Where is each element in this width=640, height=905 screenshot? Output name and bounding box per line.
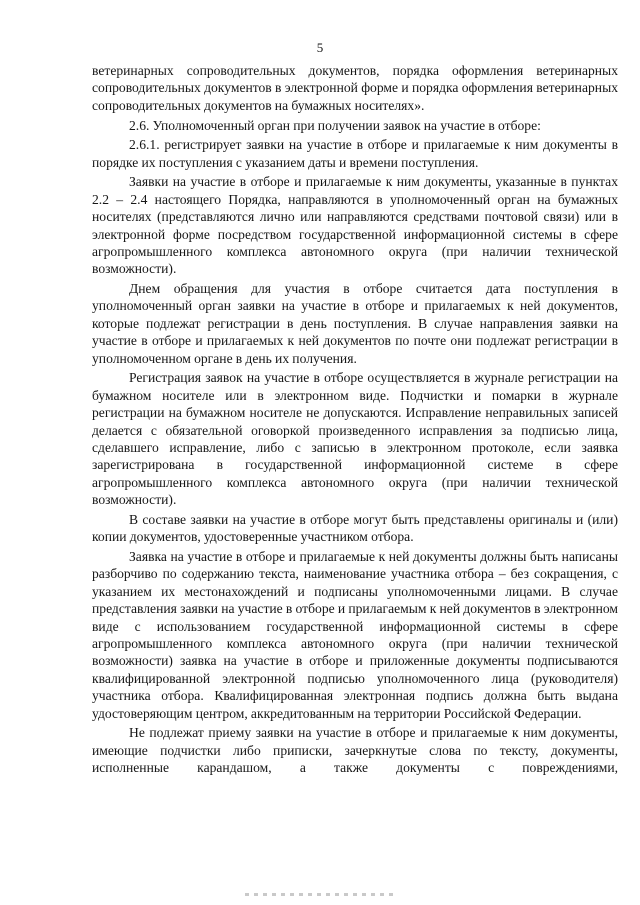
scan-edge-marks (245, 893, 395, 896)
page-number: 5 (316, 40, 324, 55)
paragraph-2-6: 2.6. Уполномоченный орган при получении заявок на участие в отборе: (129, 117, 541, 133)
paragraph-2-6-1: 2.6.1. регистрирует заявки на участие в отборе и прилагаемые к ним документы в порядке их поступления с указанием даты и времени поступления. (92, 137, 618, 170)
paragraph-submission-channels: Заявки на участие в отборе и прилагаемые к ним документы, указанные в пунктах 2.2 – 2.4 настоящего Порядка, направляются в уполномоченный орган на бумажных носителях (представляются лично или направляются средствами почтовой связи) или в электронной форме посредством государственной информационной системы в сфере агропромышленного комплекса автономного округа (при наличии технической возможности). (92, 174, 618, 277)
paragraph-originals-copies: В составе заявки на участие в отборе могут быть представлены оригиналы и (или) копии документов, удостоверенные участником отбора. (92, 511, 618, 545)
paragraph-continuation: ветеринарных сопроводительных документов, порядка оформления ветеринарных сопроводительных документов в электронной форме и порядка оформления ветеринарных сопроводительных документов на бумажных носителях». (92, 63, 618, 113)
document-body (92, 62, 618, 779)
paragraph-rejection-grounds: Не подлежат приему заявки на участие в отборе и прилагаемые к ним документы, имеющие подчистки либо приписки, зачеркнутые слова по тексту, документы, исполненные карандашом, а также документы с повреждениями, (92, 725, 618, 776)
paragraph-registration-journal: Регистрация заявок на участие в отборе осуществляется в журнале регистрации на бумажном носителе или в электронном виде. Подчистки и помарки в журнале регистрации на бумажном носителе не допускаются. Исправление неправильных записей делается с обязательной оговоркой произведенного исправления за подписью лица, сделавшего исправление, либо с записью в электронном протоколе, если заявка зарегистрирована в государственной информационной системе в сфере агропромышленного комплекса автономного округа (при наличии технической возможности). (92, 370, 618, 508)
paragraph-application-date: Днем обращения для участия в отборе считается дата поступления в уполномоченный орган заявки на участие в отборе и прилагаемых к ней документов, которые подлежат регистрации в день поступления. В случае направления заявки на участие в отборе и прилагаемых к ней документов по почте они подлежат регистрации в уполномоченном органе в день их получения. (92, 281, 618, 366)
paragraph-document-requirements: Заявка на участие в отборе и прилагаемые к ней документы должны быть написаны разборчиво по содержанию текста, наименование участника отбора – без сокращения, с указанием их местонахождений и подписаны уполномоченными лицами. В случае представления заявки на участие в отборе и прилагаемым к ней документов в электронном виде с использованием государственной информационной системы в сфере агропромышленного комплекса автономного округа (при наличии технической возможности) заявка на участие в отборе и приложенные документы подписываются квалифицированной электронной подписью уполномоченного лица (руководителя) участника отбора. Квалифицированная электронная подпись должна быть выдана удостоверяющим центром, аккредитованным на территории Российской Федерации. (92, 549, 618, 721)
